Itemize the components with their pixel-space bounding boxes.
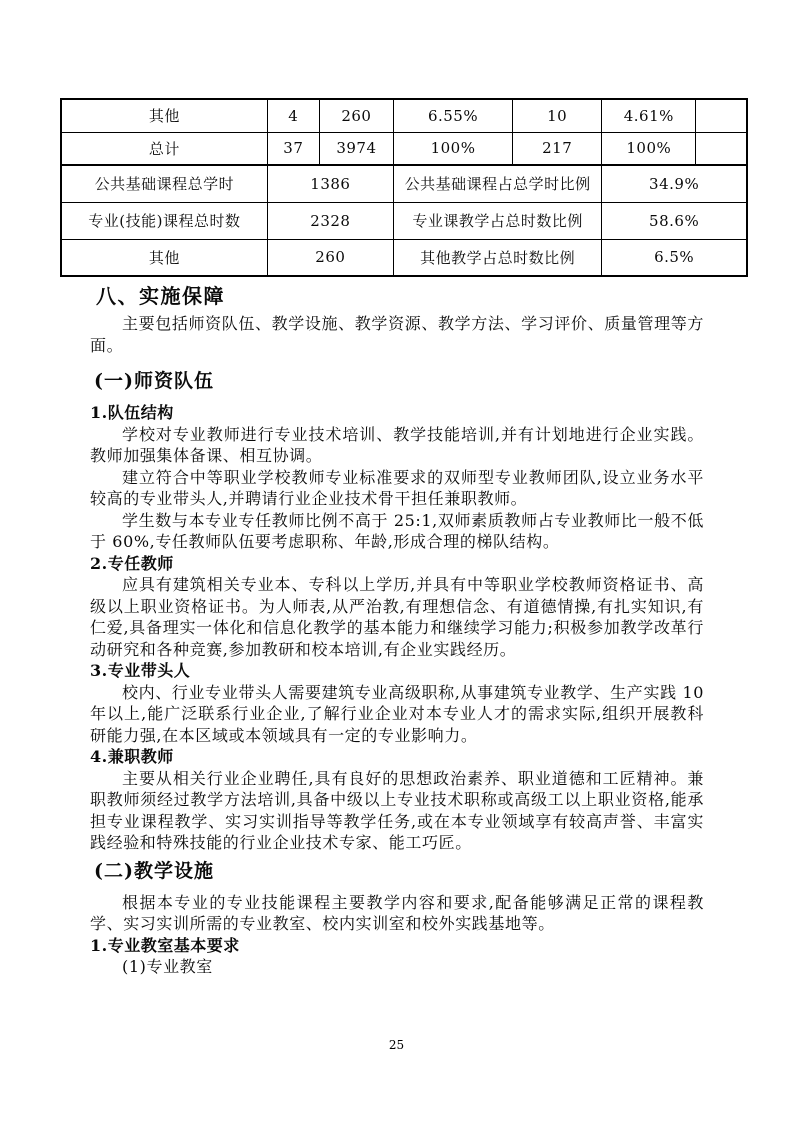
subheading-parttime-teachers: 4.兼职教师 xyxy=(90,747,174,766)
paragraph: 根据本专业的专业技能课程主要教学内容和要求,配备能够满足正常的课程教学、实习实训所需的专业教室、校内实训室和校外实践基地等。 xyxy=(90,892,704,933)
table-row-other xyxy=(61,99,747,132)
cell-category: 其他 xyxy=(61,99,267,132)
section-heading-faculty: (一)师资队伍 xyxy=(94,370,214,392)
table-row-other-summary xyxy=(61,239,747,276)
section-heading-facilities: (二)教学设施 xyxy=(94,859,214,882)
subheading-program-leader: 3.专业带头人 xyxy=(90,661,191,680)
cell-credits: 10 xyxy=(513,99,602,132)
list-item-classroom: (1)专业教室 xyxy=(122,957,213,976)
cell-credits-percent: 4.61% xyxy=(602,99,696,132)
chapter-intro-paragraph: 主要包括师资队伍、教学设施、教学资源、教学方法、学习评价、质量管理等方面。 xyxy=(90,314,704,355)
cell-course-count: 37 xyxy=(267,132,319,165)
cell-summary-value: 260 xyxy=(267,239,393,276)
chapter-heading: 八、实施保障 xyxy=(96,284,225,308)
document-body xyxy=(90,277,704,978)
cell-hours: 260 xyxy=(319,99,393,132)
cell-credits-percent: 100% xyxy=(602,132,696,165)
paragraph: 学生数与本专业专任教师比例不高于 25:1,双师素质教师占专业教师比一般不低于 60%,专任教师队伍要考虑职称、年龄,形成合理的梯队结构。 xyxy=(90,510,704,551)
cell-summary-value: 2328 xyxy=(267,202,393,239)
cell-summary-label: 其他 xyxy=(61,239,267,276)
cell-hours-percent: 100% xyxy=(393,132,512,165)
subheading-fulltime-teachers: 2.专任教师 xyxy=(90,553,174,573)
table-row-public-base xyxy=(61,165,747,202)
cell-category: 总计 xyxy=(61,132,267,165)
cell-summary-value2: 58.6% xyxy=(602,202,747,239)
cell-hours-percent: 6.55% xyxy=(393,99,512,132)
cell-summary-label: 公共基础课程总学时 xyxy=(61,165,267,202)
cell-empty xyxy=(696,99,747,132)
cell-summary-label: 专业(技能)课程总时数 xyxy=(61,202,267,239)
cell-summary-value: 1386 xyxy=(267,165,393,202)
cell-summary-label2: 公共基础课程占总学时比例 xyxy=(393,165,601,202)
paragraph: 主要从相关行业企业聘任,具有良好的思想政治素养、职业道德和工匠精神。兼职教师须经过教学方法培训,具备中级以上专业技术职称或高级工以上职业资格,能承担专业课程教学、实习实训指导等教学任务,或在本专业领域享有较高声誉、丰富实践经验和特殊技能的行业企业技术专家、能工巧匠。 xyxy=(90,768,704,852)
cell-hours: 3974 xyxy=(319,132,393,165)
cell-summary-label2: 专业课教学占总时数比例 xyxy=(393,202,601,239)
paragraph: 建立符合中等职业学校教师专业标准要求的双师型专业教师团队,设立业务水平较高的专业带头人,并聘请行业企业技术骨干担任兼职教师。 xyxy=(90,467,704,508)
subheading-classroom-requirements: 1.专业教室基本要求 xyxy=(90,935,240,955)
cell-summary-value2: 34.9% xyxy=(602,165,747,202)
page-number: 25 xyxy=(388,1038,405,1052)
cell-summary-label2: 其他教学占总时数比例 xyxy=(393,239,601,276)
paragraph: 校内、行业专业带头人需要建筑专业高级职称,从事建筑专业教学、生产实践 10 年以上,能广泛联系行业企业,了解行业企业对本专业人才的需求实际,组织开展教科研能力强,在本区域或本领域具有一定的专业影响力。 xyxy=(90,682,704,745)
cell-course-count: 4 xyxy=(267,99,319,132)
course-hours-table xyxy=(60,98,748,277)
cell-summary-value2: 6.5% xyxy=(602,239,747,276)
cell-empty xyxy=(696,132,747,165)
table-row-total xyxy=(61,132,747,165)
paragraph: 学校对专业教师进行专业技术培训、教学技能培训,并有计划地进行企业实践。教师加强集体备课、相互协调。 xyxy=(90,424,704,465)
subheading-team-structure: 1.队伍结构 xyxy=(90,403,174,422)
cell-credits: 217 xyxy=(513,132,602,165)
paragraph: 应具有建筑相关专业本、专科以上学历,并具有中等职业学校教师资格证书、高级以上职业资格证书。为人师表,从严治教,有理想信念、有道德情操,有扎实知识,有仁爱,具备理实一体化和信息化教学的基本能力和继续学习能力;积极参加教学改革行动研究和各种竞赛,参加教研和校本培训,有企业实践经历。 xyxy=(90,575,704,659)
table-row-professional xyxy=(61,202,747,239)
